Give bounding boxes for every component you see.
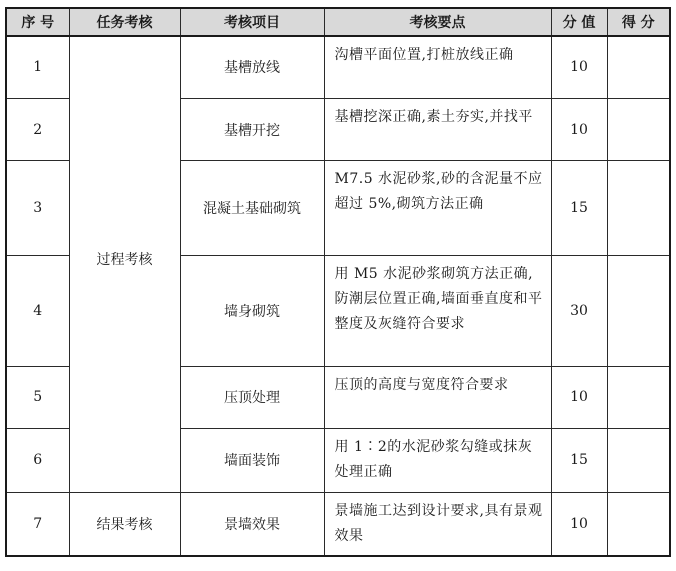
- row-number: 1: [6, 36, 69, 98]
- assessment-points: 景墙施工达到设计要求,具有景观效果: [324, 492, 551, 556]
- assessment-item: 墙面装饰: [180, 429, 324, 492]
- row-number: 4: [6, 255, 69, 366]
- assessment-item: 基槽放线: [180, 36, 324, 98]
- header-value: 分 值: [551, 8, 607, 36]
- header-points: 考核要点: [324, 8, 551, 36]
- score-value: 10: [551, 36, 607, 98]
- assessment-item: 景墙效果: [180, 492, 324, 556]
- table-row: [6, 36, 670, 98]
- score-cell: [607, 255, 670, 366]
- assessment-item: 混凝土基础砌筑: [180, 161, 324, 256]
- assessment-points: 用 1∶2的水泥砂浆勾缝或抹灰处理正确: [324, 429, 551, 492]
- header-row: [6, 8, 670, 36]
- score-value: 30: [551, 255, 607, 366]
- score-cell: [607, 98, 670, 160]
- row-number: 5: [6, 366, 69, 428]
- score-value: 15: [551, 429, 607, 492]
- table-row: [6, 492, 670, 556]
- row-number: 2: [6, 98, 69, 160]
- header-task: 任务考核: [69, 8, 180, 36]
- assessment-item: 压顶处理: [180, 366, 324, 428]
- score-cell: [607, 366, 670, 428]
- header-item: 考核项目: [180, 8, 324, 36]
- assessment-points: 压顶的高度与宽度符合要求: [324, 366, 551, 428]
- task-group-result: 结果考核: [69, 492, 180, 556]
- assessment-item: 墙身砌筑: [180, 255, 324, 366]
- row-number: 7: [6, 492, 69, 556]
- assessment-table: [5, 7, 671, 557]
- score-value: 10: [551, 366, 607, 428]
- score-value: 15: [551, 161, 607, 256]
- assessment-points: 用 M5 水泥砂浆砌筑方法正确,防潮层位置正确,墙面垂直度和平整度及灰缝符合要求: [324, 255, 551, 366]
- score-cell: [607, 161, 670, 256]
- score-value: 10: [551, 492, 607, 556]
- header-score: 得 分: [607, 8, 670, 36]
- header-no: 序 号: [6, 8, 69, 36]
- score-cell: [607, 429, 670, 492]
- assessment-points: 基槽挖深正确,素土夯实,并找平: [324, 98, 551, 160]
- row-number: 3: [6, 161, 69, 256]
- score-cell: [607, 36, 670, 98]
- assessment-points: M7.5 水泥砂浆,砂的含泥量不应超过 5%,砌筑方法正确: [324, 161, 551, 256]
- assessment-item: 基槽开挖: [180, 98, 324, 160]
- row-number: 6: [6, 429, 69, 492]
- score-cell: [607, 492, 670, 556]
- score-value: 10: [551, 98, 607, 160]
- task-group-process: 过程考核: [69, 36, 180, 492]
- assessment-points: 沟槽平面位置,打桩放线正确: [324, 36, 551, 98]
